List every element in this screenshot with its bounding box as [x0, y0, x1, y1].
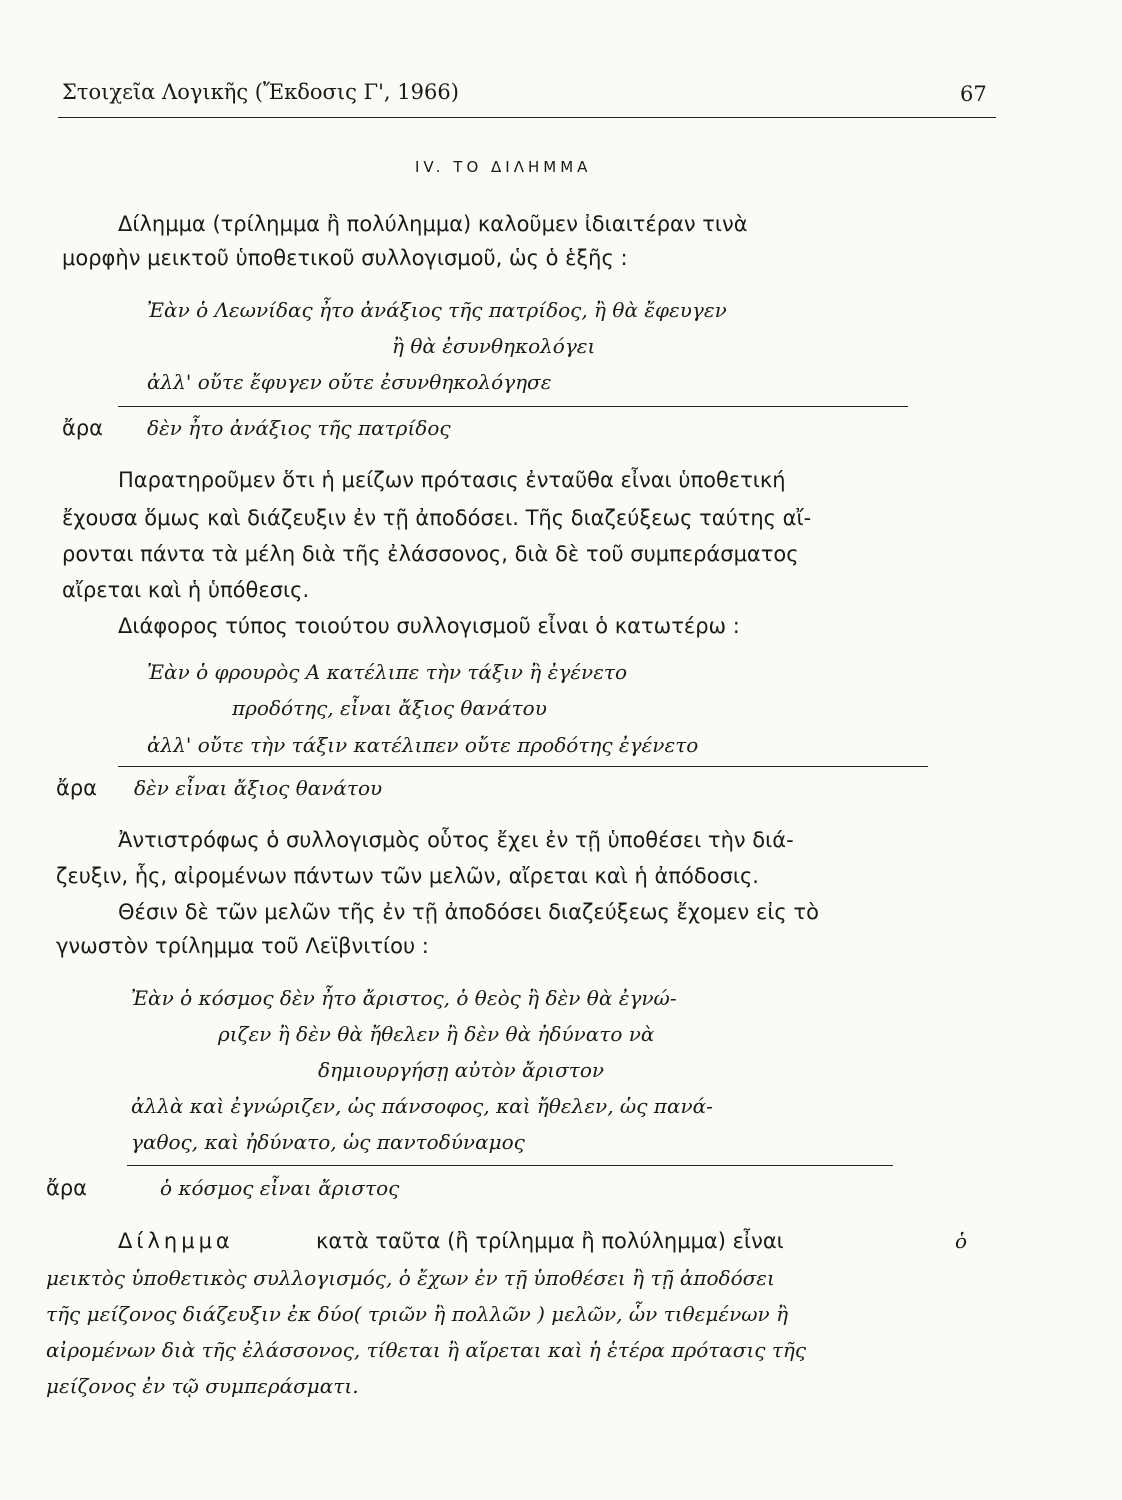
text-line: Παρατηροῦμεν ὅτι ἡ μείζων πρότασις ἐνταῦθα εἶναι ὑποθετική [118, 468, 786, 492]
syllogism-rule [118, 766, 928, 767]
premise-line: δημιουργήσῃ αὐτὸν ἄριστον [318, 1058, 605, 1082]
conclusion-line: δὲν ἦτο ἀνάξιος τῆς πατρίδος [147, 416, 451, 440]
text-line: ζευξιν, ἧς, αἰρομένων πάντων τῶν μελῶν, αἴρεται καὶ ἡ ἀπόδοσις. [56, 864, 759, 888]
conclusion-line: δὲν εἶναι ἄξιος θανάτου [134, 776, 383, 800]
text-line: ὁ [955, 1229, 968, 1253]
premise-line: γαθος, καὶ ἠδύνατο, ὡς παντοδύναμος [131, 1130, 525, 1154]
text-line: Ἀντιστρόφως ὁ συλλογισμὸς οὗτος ἔχει ἐν τῇ ὑποθέσει τὴν διά- [118, 828, 794, 852]
page-number: 67 [960, 82, 987, 106]
text-line: ρονται πάντα τὰ μέλη διὰ τῆς ἐλάσσονος, διὰ δὲ τοῦ συμπεράσματος [62, 542, 799, 566]
header-title: Στοιχεῖα Λογικῆς (Ἔκδοσις Γ', 1966) [62, 80, 459, 104]
text-line: κατὰ ταῦτα (ἢ τρίλημμα ἢ πολύλημμα) εἶναι [316, 1229, 784, 1253]
text-line: μεικτὸς ὑποθετικὸς συλλογισμός, ὁ ἔχων ἐν τῇ ὑποθέσει ἢ τῇ ἀποδόσει [46, 1266, 775, 1290]
text-line: Διάφορος τύπος τοιούτου συλλογισμοῦ εἶναι ὁ κατωτέρω : [118, 614, 740, 638]
premise-line: ἀλλ' οὔτε ἔφυγεν οὔτε ἐσυνθηκολόγησε [147, 370, 552, 394]
premise-line: Ἐὰν ὁ φρουρὸς Α κατέλιπε τὴν τάξιν ἢ ἐγένετο [147, 660, 628, 684]
text-line: αἴρεται καὶ ἡ ὑπόθεσις. [62, 578, 310, 602]
premise-line: ἀλλὰ καὶ ἐγνώριζεν, ὡς πάνσοφος, καὶ ἤθελεν, ὡς πανά- [131, 1094, 713, 1118]
text-line: μείζονος ἐν τῷ συμπεράσματι. [46, 1374, 359, 1398]
text-line: αἰρομένων διὰ τῆς ἐλάσσονος, τίθεται ἢ αἴρεται καὶ ἡ ἑτέρα πρότασις τῆς [46, 1338, 807, 1362]
premise-line: Ἐὰν ὁ κόσμος δὲν ἦτο ἄριστος, ὁ θεὸς ἢ δὲν θὰ ἐγνώ- [131, 986, 677, 1010]
text-line: μορφὴν μεικτοῦ ὑποθετικοῦ συλλογισμοῦ, ὡς ὁ ἑξῆς : [62, 246, 628, 270]
conclusion-line: ὁ κόσμος εἶναι ἄριστος [160, 1176, 400, 1200]
defined-term: Δίλημμα [118, 1229, 234, 1253]
premise-line: Ἐὰν ὁ Λεωνίδας ἦτο ἀνάξιος τῆς πατρίδος, ἢ θὰ ἔφευγεν [147, 298, 727, 322]
ara-label: ἄρα [56, 776, 98, 800]
premise-line: ἢ θὰ ἐσυνθηκολόγει [392, 334, 596, 358]
header-rule [58, 117, 996, 118]
premise-line: προδότης, εἶναι ἄξιος θανάτου [232, 696, 547, 720]
text-line: Δίλημμα (τρίλημμα ἢ πολύλημμα) καλοῦμεν ἰδιαιτέραν τινὰ [118, 212, 748, 236]
text-line: ἔχουσα ὅμως καὶ διάζευξιν ἐν τῇ ἀποδόσει. Τῆς διαζεύξεως ταύτης αἴ- [62, 506, 812, 530]
ara-label: ἄρα [46, 1176, 88, 1200]
premise-line: ριζεν ἢ δὲν θὰ ἤθελεν ἢ δὲν θὰ ἠδύνατο νὰ [218, 1022, 655, 1046]
text-line: γνωστὸν τρίλημμα τοῦ Λεϊβνιτίου : [56, 934, 429, 958]
ara-label: ἄρα [62, 416, 104, 440]
syllogism-rule [127, 1165, 893, 1166]
text-line: Θέσιν δὲ τῶν μελῶν τῆς ἐν τῇ ἀποδόσει διαζεύξεως ἔχομεν εἰς τὸ [118, 900, 819, 924]
premise-line: ἀλλ' οὔτε τὴν τάξιν κατέλιπεν οὔτε προδότης ἐγένετο [147, 733, 699, 757]
text-line: τῆς μείζονος διάζευξιν ἐκ δύο( τριῶν ἢ πολλῶν ) μελῶν, ὧν τιθεμένων ἢ [46, 1302, 789, 1326]
syllogism-rule [118, 406, 908, 407]
section-title: IV. ΤΟ ΔΙΛΗΜΜΑ [415, 158, 592, 176]
